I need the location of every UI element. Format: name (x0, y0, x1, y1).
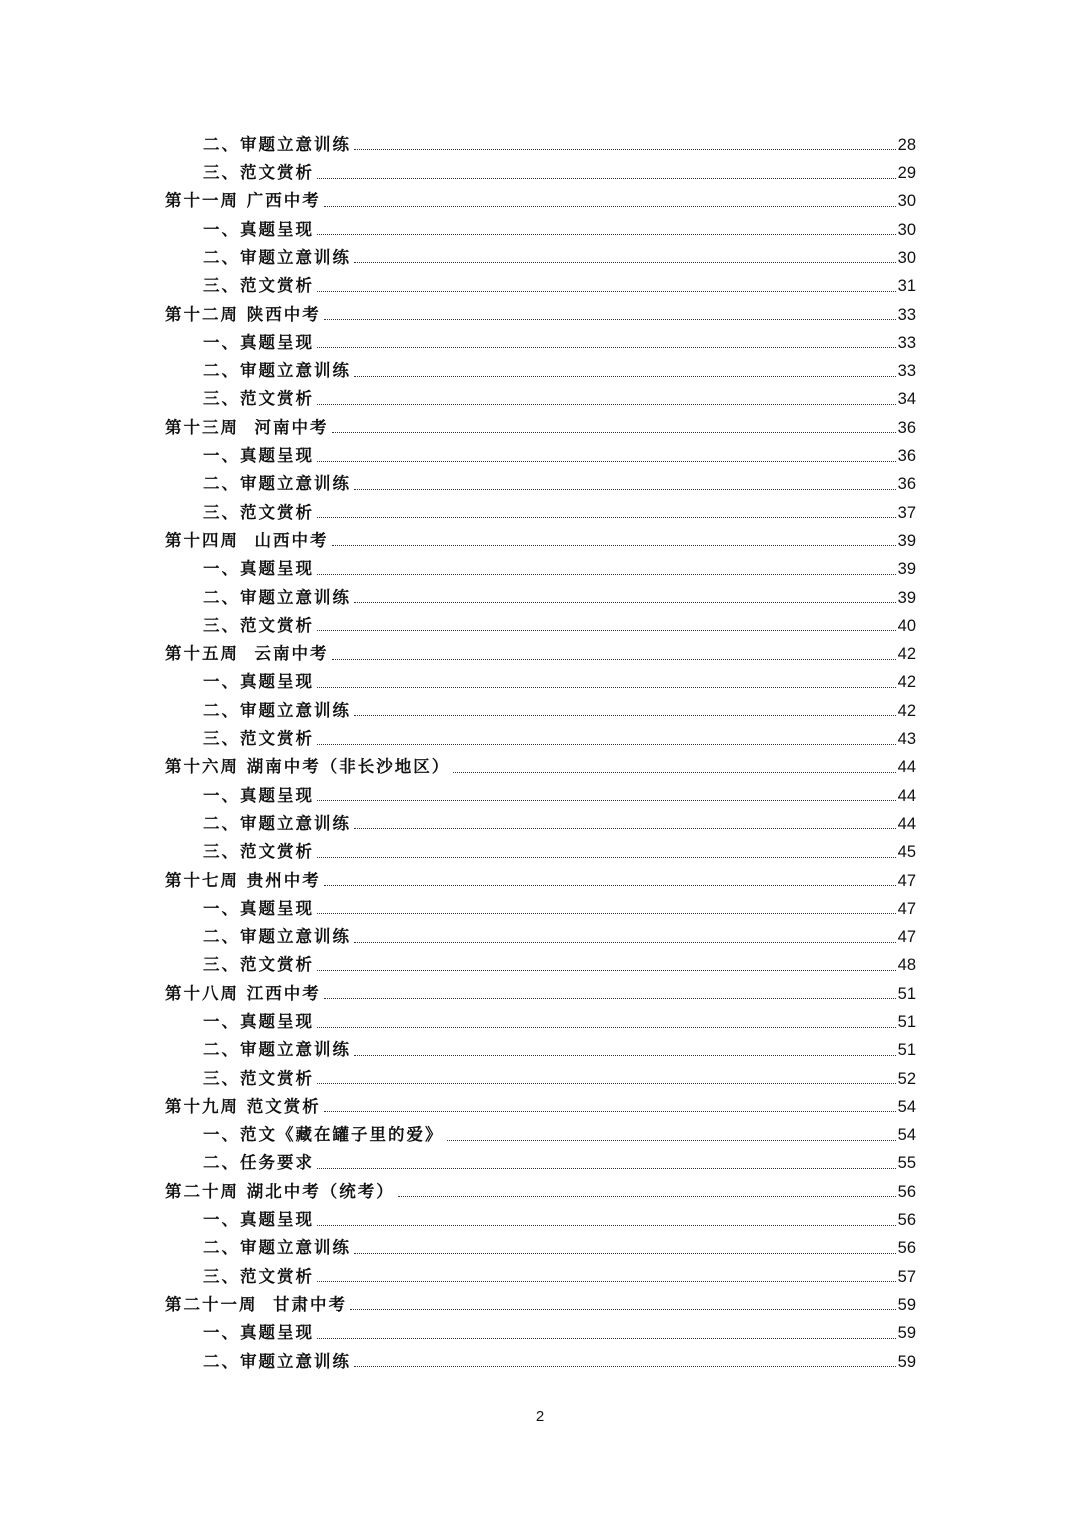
toc-entry-title: 二、审题立意训练 (203, 927, 351, 947)
toc-entry-title: 第十七周 贵州中考 (165, 870, 321, 890)
toc-dot-leader (317, 234, 896, 235)
toc-section-entry[interactable] (165, 440, 916, 468)
toc-entry-page: 54 (897, 1097, 916, 1116)
toc-chapter-entry[interactable] (165, 412, 916, 440)
toc-dot-leader (317, 1338, 896, 1339)
toc-chapter-entry[interactable] (165, 525, 916, 553)
toc-entry-page: 59 (897, 1324, 916, 1343)
toc-dot-leader (354, 376, 896, 377)
toc-entry-title: 第十四周 山西中考 (165, 530, 329, 550)
toc-entry-page: 52 (897, 1069, 916, 1088)
toc-dot-leader (354, 1055, 896, 1056)
toc-dot-leader (317, 687, 896, 688)
toc-entry-title: 一、真题呈现 (203, 1323, 314, 1343)
toc-entry-title: 三、范文赏析 (203, 389, 314, 409)
toc-entry-page: 43 (897, 730, 916, 749)
toc-entry-title: 第二十周 湖北中考（统考） (165, 1181, 395, 1201)
toc-entry-title: 三、范文赏析 (203, 955, 314, 975)
toc-entry-page: 28 (897, 135, 916, 154)
toc-chapter-entry[interactable] (165, 299, 916, 327)
toc-dot-leader (354, 1253, 896, 1254)
toc-dot-leader (354, 262, 896, 263)
toc-entry-title: 二、任务要求 (203, 1153, 314, 1173)
toc-section-entry[interactable] (165, 1006, 916, 1034)
toc-section-entry[interactable] (165, 695, 916, 723)
toc-section-entry[interactable] (165, 214, 916, 242)
toc-dot-leader (354, 602, 896, 603)
toc-entry-page: 51 (897, 1013, 916, 1031)
toc-dot-leader (354, 715, 896, 716)
toc-entry-page: 30 (897, 220, 916, 239)
toc-entry-page: 44 (897, 786, 916, 805)
toc-entry-page: 39 (897, 531, 916, 550)
toc-dot-leader (317, 800, 896, 801)
toc-entry-title: 三、范文赏析 (203, 842, 314, 862)
toc-entry-title: 二、审题立意训练 (203, 700, 351, 720)
toc-entry-page: 37 (897, 503, 916, 522)
toc-section-entry[interactable] (165, 553, 916, 581)
toc-dot-leader (332, 432, 896, 433)
toc-entry-title: 二、审题立意训练 (203, 587, 351, 607)
toc-dot-leader (354, 1366, 896, 1367)
toc-chapter-entry[interactable] (165, 638, 916, 666)
toc-dot-leader (317, 1168, 896, 1169)
toc-section-entry[interactable] (165, 836, 916, 864)
toc-section-entry[interactable] (165, 497, 916, 525)
toc-entry-page: 42 (897, 701, 916, 720)
toc-entry-page: 51 (897, 984, 916, 1003)
toc-entry-title: 一、真题呈现 (203, 1210, 314, 1230)
toc-dot-leader (453, 772, 895, 773)
toc-section-entry[interactable] (165, 808, 916, 836)
toc-dot-leader (317, 404, 896, 405)
toc-entry-title: 第十六周 湖南中考（非长沙地区） (165, 757, 451, 777)
toc-entry-title: 三、范文赏析 (203, 502, 314, 522)
toc-section-entry[interactable] (165, 469, 916, 497)
toc-section-entry[interactable] (165, 667, 916, 695)
toc-entry-page: 55 (897, 1154, 916, 1173)
toc-entry-title: 二、审题立意训练 (203, 134, 351, 154)
page-number: 2 (535, 1408, 545, 1425)
toc-entry-page: 33 (897, 333, 916, 352)
toc-section-entry[interactable] (165, 355, 916, 383)
toc-entry-title: 三、范文赏析 (203, 276, 314, 296)
toc-dot-leader (317, 857, 896, 858)
toc-section-entry[interactable] (165, 1261, 916, 1289)
toc-entry-title: 三、范文赏析 (203, 615, 314, 635)
toc-dot-leader (317, 517, 896, 518)
table-of-contents (165, 129, 916, 1374)
toc-entry-page: 36 (897, 447, 916, 466)
toc-entry-page: 39 (897, 588, 916, 607)
toc-section-entry[interactable] (165, 242, 916, 270)
toc-entry-page: 29 (897, 164, 916, 183)
toc-section-entry[interactable] (165, 1119, 916, 1147)
toc-section-entry[interactable] (165, 1346, 916, 1374)
toc-dot-leader (324, 206, 896, 207)
toc-dot-leader (317, 744, 896, 745)
toc-entry-title: 第十一周 广西中考 (165, 191, 321, 211)
toc-entry-page: 44 (897, 814, 916, 833)
toc-entry-title: 第十三周 河南中考 (165, 417, 329, 437)
toc-entry-page: 33 (897, 305, 916, 324)
toc-dot-leader (324, 1111, 896, 1112)
toc-chapter-entry[interactable] (165, 752, 916, 780)
toc-dot-leader (332, 659, 896, 660)
toc-dot-leader (317, 178, 896, 179)
toc-dot-leader (317, 1281, 896, 1282)
toc-section-entry[interactable] (165, 950, 916, 978)
toc-entry-page: 45 (897, 843, 916, 862)
toc-section-entry[interactable] (165, 129, 916, 157)
toc-dot-leader (317, 913, 896, 914)
toc-entry-title: 第十八周 江西中考 (165, 983, 321, 1003)
toc-entry-title: 一、真题呈现 (203, 446, 314, 466)
toc-entry-title: 二、审题立意训练 (203, 247, 351, 267)
toc-section-entry[interactable] (165, 384, 916, 412)
toc-entry-title: 二、审题立意训练 (203, 1040, 351, 1060)
toc-entry-title: 一、真题呈现 (203, 1012, 314, 1031)
toc-entry-title: 二、审题立意训练 (203, 813, 351, 833)
toc-entry-title: 三、范文赏析 (203, 729, 314, 749)
toc-entry-title: 第十九周 范文赏析 (165, 1096, 321, 1116)
toc-entry-page: 36 (897, 418, 916, 437)
toc-dot-leader (332, 545, 896, 546)
toc-entry-page: 59 (897, 1295, 916, 1314)
toc-dot-leader (398, 1196, 896, 1197)
toc-entry-page: 34 (897, 390, 916, 409)
toc-section-entry[interactable] (165, 610, 916, 638)
toc-entry-page: 42 (897, 645, 916, 664)
toc-entry-title: 一、真题呈现 (203, 219, 314, 239)
toc-entry-title: 二、审题立意训练 (203, 1351, 351, 1371)
toc-chapter-entry[interactable] (165, 1176, 916, 1204)
toc-dot-leader (447, 1140, 896, 1141)
toc-entry-title: 第二十一周 甘肃中考 (165, 1294, 347, 1314)
toc-section-entry[interactable] (165, 1233, 916, 1261)
toc-section-entry[interactable] (165, 270, 916, 298)
toc-section-entry[interactable] (165, 1148, 916, 1176)
toc-entry-page: 39 (897, 560, 916, 579)
toc-entry-page: 31 (897, 277, 916, 296)
toc-section-entry[interactable] (165, 893, 916, 921)
toc-entry-title: 一、范文《藏在罐子里的爱》 (203, 1125, 444, 1145)
toc-chapter-entry[interactable] (165, 186, 916, 214)
toc-section-entry[interactable] (165, 1317, 916, 1345)
toc-entry-page: 30 (897, 248, 916, 267)
toc-dot-leader (317, 1027, 896, 1028)
toc-section-entry[interactable] (165, 1204, 916, 1232)
toc-dot-leader (317, 347, 896, 348)
toc-section-entry[interactable] (165, 582, 916, 610)
toc-entry-page: 56 (897, 1182, 916, 1201)
toc-dot-leader (354, 942, 896, 943)
toc-entry-title: 第十五周 云南中考 (165, 644, 329, 664)
toc-entry-title: 一、真题呈现 (203, 559, 314, 579)
toc-entry-page: 47 (897, 928, 916, 947)
toc-entry-title: 一、真题呈现 (203, 672, 314, 692)
toc-entry-page: 56 (897, 1239, 916, 1258)
toc-entry-title: 二、审题立意训练 (203, 1238, 351, 1258)
toc-dot-leader (350, 1309, 896, 1310)
toc-entry-title: 三、范文赏析 (203, 1068, 314, 1088)
toc-entry-page: 30 (897, 192, 916, 211)
toc-section-entry[interactable] (165, 723, 916, 751)
toc-entry-page: 44 (897, 758, 916, 777)
toc-entry-page: 47 (897, 899, 916, 918)
toc-dot-leader (324, 885, 896, 886)
toc-entry-page: 36 (897, 475, 916, 494)
toc-entry-page: 57 (897, 1267, 916, 1286)
toc-dot-leader (324, 319, 896, 320)
toc-chapter-entry[interactable] (165, 865, 916, 893)
toc-entry-title: 一、真题呈现 (203, 898, 314, 918)
toc-dot-leader (317, 1225, 896, 1226)
toc-section-entry[interactable] (165, 1035, 916, 1063)
toc-dot-leader (317, 574, 896, 575)
toc-entry-page: 40 (897, 616, 916, 635)
toc-dot-leader (317, 1083, 896, 1084)
toc-entry-title: 一、真题呈现 (203, 785, 314, 805)
toc-entry-page: 48 (897, 956, 916, 975)
toc-entry-page: 47 (897, 871, 916, 890)
toc-dot-leader (317, 461, 896, 462)
toc-entry-title: 第十二周 陕西中考 (165, 304, 321, 324)
toc-entry-title: 三、范文赏析 (203, 163, 314, 183)
toc-section-entry[interactable] (165, 921, 916, 949)
toc-chapter-entry[interactable] (165, 978, 916, 1006)
toc-dot-leader (317, 630, 896, 631)
toc-section-entry[interactable] (165, 157, 916, 185)
toc-entry-title: 二、审题立意训练 (203, 361, 351, 381)
toc-entry-page: 56 (897, 1211, 916, 1230)
toc-entry-title: 三、范文赏析 (203, 1266, 314, 1286)
toc-section-entry[interactable] (165, 1063, 916, 1091)
toc-section-entry[interactable] (165, 327, 916, 355)
toc-section-entry[interactable] (165, 780, 916, 808)
toc-dot-leader (354, 489, 896, 490)
toc-entry-title: 二、审题立意训练 (203, 474, 351, 494)
toc-entry-page: 59 (897, 1352, 916, 1371)
toc-entry-page: 54 (897, 1126, 916, 1145)
toc-entry-page: 33 (897, 362, 916, 381)
toc-entry-title: 一、真题呈现 (203, 332, 314, 352)
toc-entry-page: 42 (897, 673, 916, 692)
toc-entry-page: 51 (897, 1041, 916, 1060)
toc-dot-leader (354, 149, 896, 150)
toc-dot-leader (324, 998, 896, 999)
toc-dot-leader (317, 291, 896, 292)
toc-dot-leader (354, 828, 896, 829)
toc-chapter-entry[interactable] (165, 1289, 916, 1317)
toc-chapter-entry[interactable] (165, 1091, 916, 1119)
toc-dot-leader (317, 970, 896, 971)
